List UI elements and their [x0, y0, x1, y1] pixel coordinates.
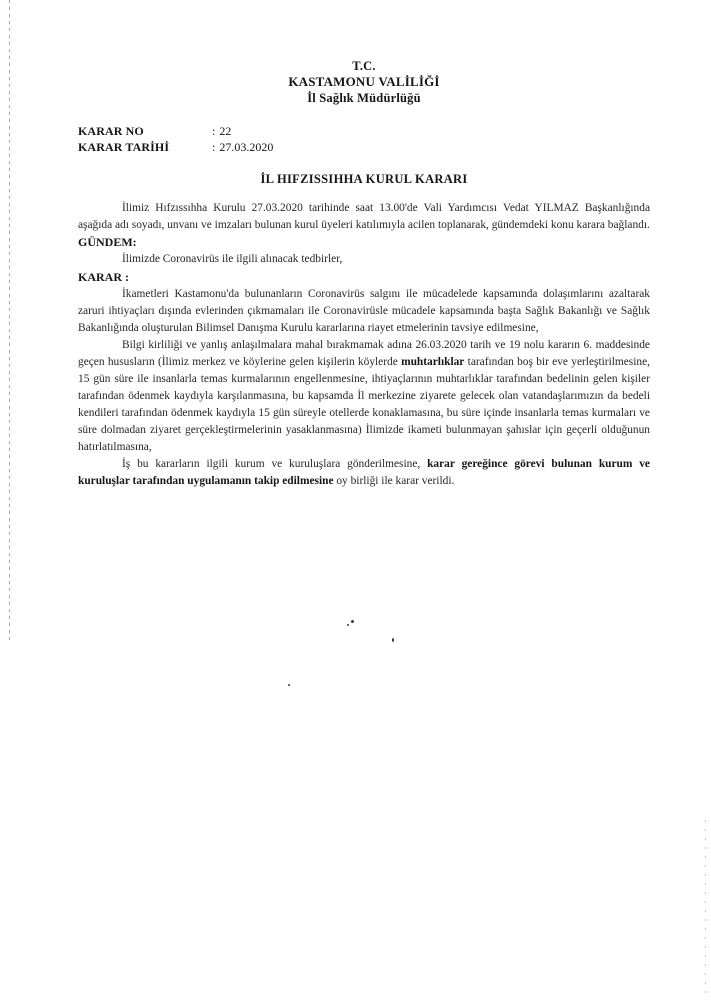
- scan-speck: [347, 624, 349, 626]
- karar-no-value: [212, 124, 231, 140]
- karar-no-number: 22: [219, 124, 232, 138]
- karar-paragraph-2: [78, 337, 650, 456]
- metadata-row-karar-no: [78, 124, 650, 140]
- gundem-text: İlimizde Coronavirüs ile ilgili alınacak tedbirler,: [122, 253, 343, 265]
- karar-paragraph-3: [78, 456, 650, 490]
- scan-edge-artifact-right: [705, 820, 706, 1000]
- scan-speck: [392, 638, 394, 642]
- intro-paragraph: İlimiz Hıfzıssıhha Kurulu 27.03.2020 tarihinde saat 13.00'de Vali Yardımcısı Vedat YILMAZ Başkanlığında aşağıda adı soyadı, unvanı ve imzaları bulunan kurul üyeleri katılımıyla acilen toplanarak, gündemdeki konu karara bağlandı.: [78, 202, 650, 231]
- document-title: İL HIFZISSIHHA KURUL KARARI: [260, 172, 468, 186]
- karar-p3-part-2: oy birliği ile karar verildi.: [333, 475, 455, 487]
- karar-p3-part-1: İş bu kararların ilgili kurum ve kuruluşlara gönderilmesine,: [122, 458, 428, 470]
- letterhead-line-organization: KASTAMONU VALİLİĞİ: [288, 74, 440, 89]
- colon-separator: :: [212, 124, 216, 138]
- scan-speck: [351, 620, 354, 623]
- document-body: [78, 58, 650, 490]
- decision-metadata: [78, 124, 650, 155]
- letterhead-line-department: İl Sağlık Müdürlüğü: [307, 91, 421, 105]
- karar-p3-bold-enforcement: karar gereğince görevi bulunan kurum ve kuruluşlar tarafından uygulamanın takip edilmesine: [78, 458, 650, 487]
- karar-tarihi-value: [212, 140, 273, 156]
- karar-tarihi-date: 27.03.2020: [219, 139, 274, 154]
- karar-no-label: KARAR NO: [78, 124, 144, 138]
- karar-tarihi-label: KARAR TARİHİ: [78, 139, 170, 154]
- colon-separator: :: [212, 139, 216, 154]
- scan-speck: [288, 684, 290, 686]
- scan-edge-artifact-left: [9, 0, 10, 640]
- karar-p2-part-1: Bilgi kirliliği ve yanlış anlaşılmalara mahal bırakmamak adına 26.03.2020 tarih ve 19 nolu kararın 6. maddesinde geçen hususların (İlimiz merkez ve köylerine gelen kişilerin köylerde: [78, 339, 650, 368]
- letterhead: [78, 58, 650, 106]
- letterhead-line-tc: T.C.: [352, 59, 376, 73]
- karar-paragraph-1: İkametleri Kastamonu'da bulunanların Coronavirüs salgını ile mücadelede kapsamında dolaşımlarını azaltarak zaruri ihtiyaçları dışında evlerinden çıkmamaları ile Coronavirüsle mücadele kapsamında başta Sağlık Bakanlığı ve Sağlık Bakanlığında oluşturulan Bilimsel Danışma Kurulu kararlarına riayet etmelerinin tavsiye edilmesine,: [78, 288, 650, 334]
- gundem-heading: GÜNDEM:: [78, 235, 137, 249]
- karar-p2-bold-muhtarliklar: muhtarlıklar: [401, 356, 465, 368]
- karar-heading: KARAR :: [78, 270, 129, 284]
- metadata-row-karar-tarihi: [78, 140, 650, 156]
- karar-p2-part-2: tarafından boş bir eve yerleştirilmesine, 15 gün süre ile insanlarla temas kurmalarının engellenmesine, ihtiyaçlarının muhtarlıklar tarafından bedelinin gelen kişiler tarafından ödenmek kaydıyla karşılanmasına, bu kapsamda İl merkezine ziyarete gelecek olan vatandaşlarımızın da bedeli kendileri tarafından ödenmek kaydıyla 15 gün süreyle otellerde konaklamasına, bu süre içinde insanlarla temas kurmaları ve süre dolmadan ziyaret gerçekleştirmelerinin yasaklanmasına) İlimizde ikameti bulunmayan şahıslar için geçerli olduğunun hatırlatılmasına,: [78, 356, 651, 453]
